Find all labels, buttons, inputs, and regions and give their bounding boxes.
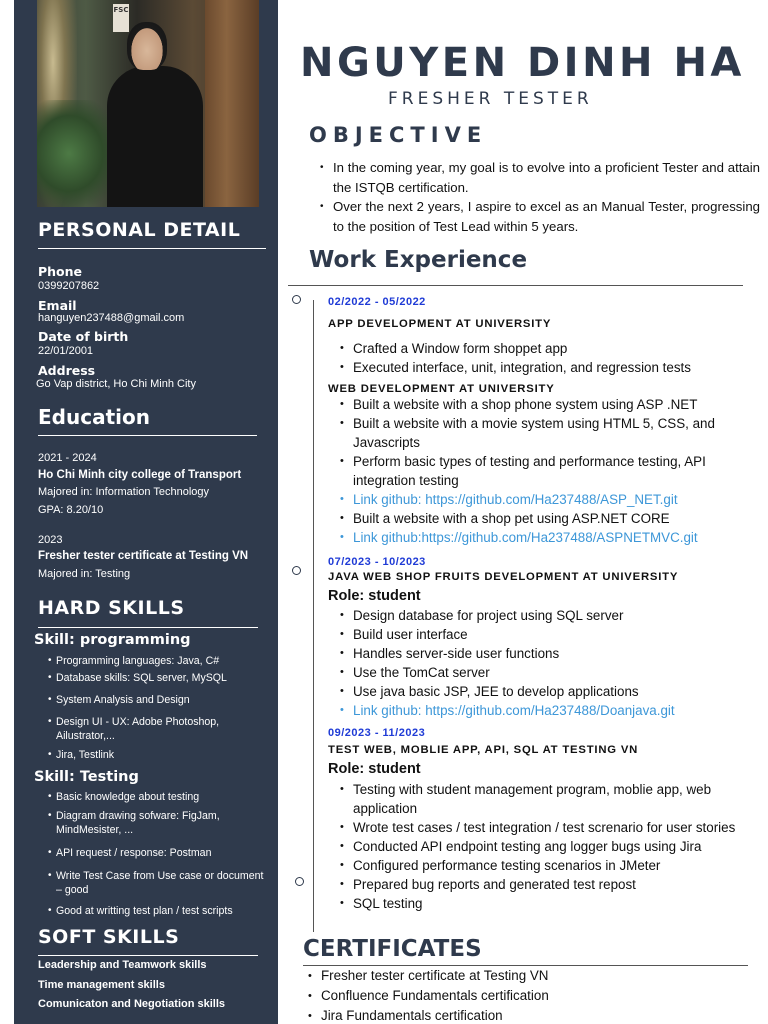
- list-item: • Testing with student management program, moblie app, web application: [340, 780, 754, 818]
- education-2-years: 2023: [38, 534, 63, 546]
- candidate-name: NGUYEN DINH HA: [300, 40, 745, 86]
- github-link[interactable]: • Link github: https://github.com/Ha237488/ASP_NET.git: [340, 490, 754, 509]
- entry-1-job-app: APP DEVELOPMENT AT UNIVERSITY: [328, 318, 552, 330]
- list-item: • Executed interface, unit, integration, and regression tests: [340, 358, 754, 377]
- address-value: Go Vap district, Ho Chi Minh City: [36, 378, 196, 390]
- work-experience-heading: Work Experience: [309, 247, 528, 273]
- github-link[interactable]: • Link github: https://github.com/Ha237488/Doanjava.git: [340, 701, 754, 720]
- list-item: • Database skills: SQL server, MySQL: [48, 671, 268, 685]
- list-item: • Configured performance testing scenarios in JMeter: [340, 856, 754, 875]
- list-item: • Perform basic types of testing and performance testing, API integration testing: [340, 452, 754, 490]
- entry-1-date: 02/2022 - 05/2022: [328, 296, 426, 308]
- candidate-role: FRESHER TESTER: [388, 89, 593, 109]
- list-item: • Design UI - UX: Adobe Photoshop, Ailustrator,...: [48, 715, 268, 743]
- personal-detail-heading: PERSONAL DETAIL: [38, 219, 241, 241]
- work-experience-rule: [288, 285, 743, 286]
- list-item: • Programming languages: Java, C#: [48, 654, 268, 668]
- entry-1-app-list: [340, 339, 754, 377]
- certificates-list: [308, 966, 748, 1024]
- list-item: • Jira Fundamentals certification: [308, 1006, 748, 1024]
- list-item: • Built a website with a shop phone system using ASP .NET: [340, 395, 754, 414]
- timeline-dot: [295, 877, 304, 886]
- email-label: Email: [38, 298, 77, 313]
- objective-heading: OBJECTIVE: [309, 123, 488, 147]
- hard-skills-rule: [38, 627, 258, 628]
- list-item: • Use java basic JSP, JEE to develop applications: [340, 682, 754, 701]
- address-label: Address: [38, 363, 96, 378]
- entry-3-date: 09/2023 - 11/2023: [328, 727, 426, 739]
- education-1-school: Ho Chi Minh city college of Transport: [38, 469, 242, 481]
- list-item: • Crafted a Window form shoppet app: [340, 339, 754, 358]
- entry-3-role: Role: student: [328, 761, 421, 777]
- list-item: • In the coming year, my goal is to evolve into a proficient Tester and attain the ISTQB certification.: [320, 158, 760, 197]
- list-item: • Basic knowledge about testing: [48, 790, 268, 804]
- education-1-major: Majored in: Information Technology: [38, 486, 210, 498]
- list-item: • Design database for project using SQL server: [340, 606, 754, 625]
- entry-3-job: TEST WEB, MOBLIE APP, API, SQL AT TESTING VN: [328, 744, 639, 756]
- phone-label: Phone: [38, 264, 83, 279]
- entry-2-role: Role: student: [328, 588, 421, 604]
- list-item: • Good at writting test plan / test scripts: [48, 904, 268, 918]
- entry-1-web-list: [340, 395, 754, 547]
- list-item: • Write Test Case from Use case or document – good: [48, 869, 268, 897]
- list-item: • Jira, Testlink: [48, 748, 268, 762]
- timeline-dot: [292, 295, 301, 304]
- objective-list: [320, 158, 760, 236]
- timeline-dot: [292, 566, 301, 575]
- education-heading: Education: [38, 405, 150, 429]
- programming-list: [48, 654, 268, 762]
- education-1-gpa: GPA: 8.20/10: [38, 504, 104, 516]
- education-1-years: 2021 - 2024: [38, 452, 97, 464]
- education-2-major: Majored in: Testing: [38, 568, 131, 580]
- programming-subheading: Skill: programming: [34, 632, 191, 648]
- github-link[interactable]: • Link github:https://github.com/Ha237488/ASPNETMVC.git: [340, 528, 754, 547]
- entry-2-date: 07/2023 - 10/2023: [328, 556, 426, 568]
- education-rule: [38, 435, 257, 436]
- entry-1-job-web: WEB DEVELOPMENT AT UNIVERSITY: [328, 383, 555, 395]
- list-item: • Handles server-side user functions: [340, 644, 754, 663]
- photo-person-body: [107, 66, 203, 207]
- profile-photo: [37, 0, 259, 207]
- photo-door: [205, 0, 259, 207]
- list-item: • Over the next 2 years, I aspire to excel as an Manual Tester, progressing to the position of Test Lead within 5 years.: [320, 197, 760, 236]
- list-item: • Built a website with a shop pet using ASP.NET CORE: [340, 509, 754, 528]
- phone-value: 0399207862: [38, 280, 100, 292]
- testing-list: [48, 790, 268, 918]
- list-item: • Use the TomCat server: [340, 663, 754, 682]
- photo-sign: FSC: [113, 4, 129, 32]
- email-value: hanguyen237488@gmail.com: [38, 312, 185, 324]
- soft-skills-heading: SOFT SKILLS: [38, 926, 180, 948]
- soft-skill-item: Leadership and Teamwork skills: [38, 959, 207, 971]
- photo-person-head: [127, 22, 167, 70]
- sidebar: [14, 0, 278, 1024]
- entry-3-list: [340, 780, 754, 913]
- timeline-line: [313, 300, 314, 932]
- list-item: • Prepared bug reports and generated test repost: [340, 875, 754, 894]
- list-item: • System Analysis and Design: [48, 693, 268, 707]
- list-item: • Built a website with a movie system using HTML 5, CSS, and Javascripts: [340, 414, 754, 452]
- soft-skill-item: Comunicaton and Negotiation skills: [38, 998, 226, 1010]
- entry-2-job: JAVA WEB SHOP FRUITS DEVELOPMENT AT UNIVERSITY: [328, 571, 679, 583]
- list-item: • Build user interface: [340, 625, 754, 644]
- soft-skill-item: Time management skills: [38, 979, 165, 991]
- personal-detail-rule: [38, 248, 266, 249]
- photo-plant: [37, 100, 117, 207]
- list-item: • API request / response: Postman: [48, 846, 268, 860]
- entry-2-list: [340, 606, 754, 720]
- list-item: • Confluence Fundamentals certification: [308, 986, 748, 1006]
- education-2-school: Fresher tester certificate at Testing VN: [38, 550, 249, 562]
- dob-label: Date of birth: [38, 329, 129, 344]
- list-item: • SQL testing: [340, 894, 754, 913]
- certificates-heading: CERTIFICATES: [303, 936, 482, 962]
- hard-skills-heading: HARD SKILLS: [38, 597, 185, 619]
- list-item: • Fresher tester certificate at Testing VN: [308, 966, 748, 986]
- list-item: • Diagram drawing sofware: FigJam, MindMesister, ...: [48, 809, 268, 837]
- testing-subheading: Skill: Testing: [34, 769, 139, 785]
- dob-value: 22/01/2001: [38, 345, 94, 357]
- list-item: • Wrote test cases / test integration / test screnario for user stories: [340, 818, 754, 837]
- soft-skills-rule: [38, 955, 258, 956]
- list-item: • Conducted API endpoint testing ang logger bugs using Jira: [340, 837, 754, 856]
